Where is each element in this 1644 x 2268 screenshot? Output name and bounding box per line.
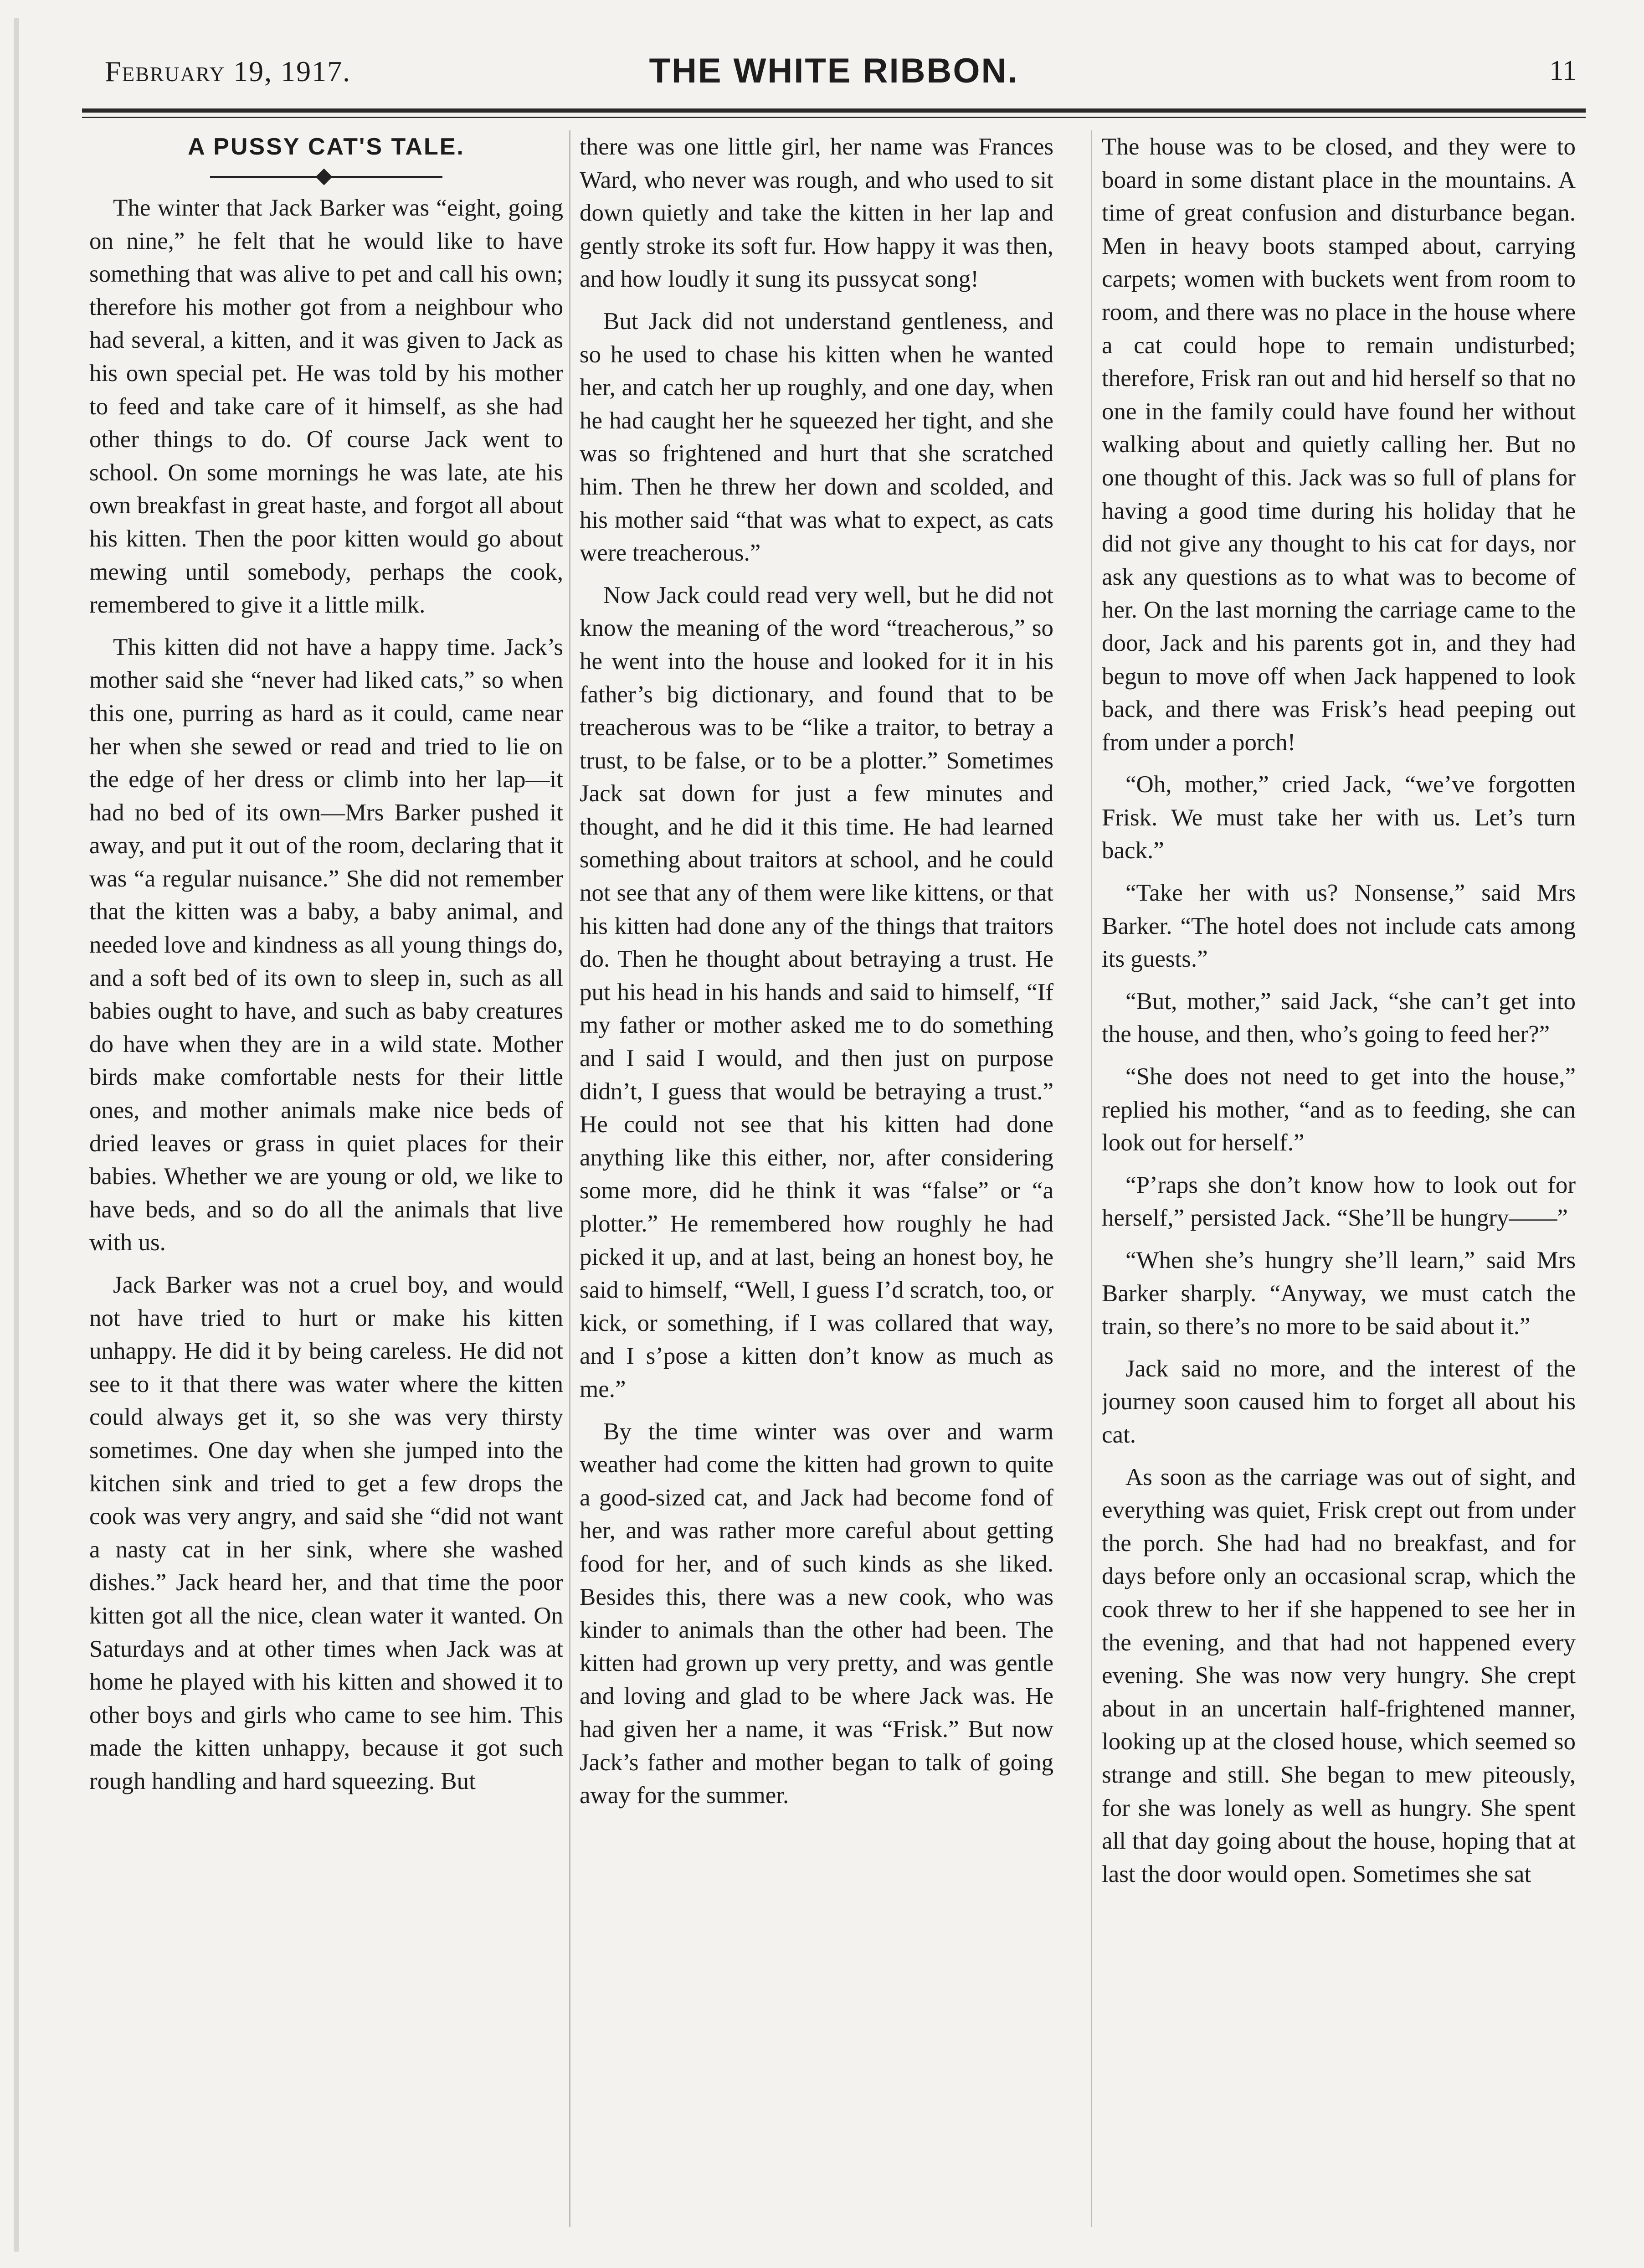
paragraph: Jack Barker was not a cruel boy, and would not have tried to hurt or make his kitten unhappy. He did it by being careless. He did not see to it that there was water where the kitten could always get it, so she was very thirsty sometimes. One day when she jumped into the kitchen sink and tried to get a few drops the cook was very angry, and said she “did not want a nasty cat in her sink, where she washed dishes.” Jack heard her, and that time the poor kitten got all the nice, clean water it wanted. On Saturdays and at other times when Jack was at home he played with his kitten and showed it to other boys and girls who came to see him. This made the kitten unhappy, because it got such rough handling and hard squeezing. But [89,1272,563,1794]
paragraph: “She does not need to get into the house,” replied his mother, “and as to feeding, she can look out for herself.” [1102,1063,1576,1156]
paragraph: The winter that Jack Barker was “eight, going on nine,” he felt that he would like to have something that was alive to pet and call his own; therefore his mother got from a neighbour who had several, a kitten, and it was given to Jack as his own special pet. He was told by his mother to feed and take care of it himself, as she had other things to do. Of course Jack went to school. On some mornings he was late, ate his own breakfast in great haste, and forgot all about his kitten. Then the poor kitten would go about mewing until somebody, perhaps the cook, remembered to give it a little milk. [89,195,563,619]
paragraph: “But, mother,” said Jack, “she can’t get into the house, and then, who’s going to feed her?” [1102,988,1576,1048]
paragraph: Now Jack could read very well, but he did not know the meaning of the word “treacherous,” so he went into the house and looked for it in his father’s big dictionary, and found that to be treacherous was to be “like a traitor, to betray a trust, to be false, or to be a plotter.” Sometimes Jack sat down for just a few minutes and thought, and he did it this time. He had learned something about traitors at school, and he could not see that any of them were like kittens, or that his kitten had done any of the things that traitors do. Then he thought about betraying a trust. He put his head in his hands and said to himself, “If my father or mother asked me to do something and I said I would, and then just on purpose didn’t, I guess that would be betraying a trust.” He could not see that his kitten had done anything like this either, nor, after considering some more, did he think it was “false” or “a plotter.” He remembered how roughly he had picked it up, and at last, being an honest boy, he said to himself, “Well, I guess I’d scratch, too, or kick, or something, if I was collared that way, and I s’pose a kitten don’t know as much as me.” [580,582,1053,1402]
column-divider [1091,130,1092,2227]
column-divider [569,130,570,2227]
paragraph: “Take her with us? Nonsense,” said Mrs Barker. “The hotel does not include cats among its guests.” [1102,880,1576,973]
ornament-diamond-icon [316,169,333,186]
paragraph-continued: there was one little girl, her name was Frances Ward, who never was rough, and who used to sit down quietly and take the kitten in her lap and gently stroke its soft fur. How happy it was then, and how loudly it sung its pussycat song! [580,134,1053,293]
column-3 [1102,130,1576,2250]
column-2 [580,130,1053,2250]
paragraph: “When she’s hungry she’ll learn,” said Mrs Barker sharply. “Anyway, we must catch the train, so there’s no more to be said about it.” [1102,1247,1576,1340]
page-header [82,51,1586,101]
paragraph: As soon as the carriage was out of sight, and everything was quiet, Frisk crept out from under the porch. She had had no breakfast, and for days before only an occasional scrap, which the cook threw to her if she happened to see her in the evening, and that had not happened every evening. She was now very hungry. She crept about in an uncertain half-frightened manner, looking up at the closed house, which seemed so strange and still. She began to mew piteously, for she was lonely as well as hungry. She spent all that day going about the house, hoping that at last the door would open. Sometimes she sat [1102,1464,1576,1887]
page-edge-shadow [14,18,19,2252]
paragraph: By the time winter was over and warm weather had come the kitten had grown to quite a good-sized cat, and Jack had become fond of her, and was rather more careful about getting food for her, and of such kinds as she liked. Besides this, there was a new cook, who was kinder to animals than the other had been. The kitten had grown up very pretty, and was gentle and loving and glad to be where Jack was. He had given her a name, it was “Frisk.” But now Jack’s father and mother began to talk of going away for the summer. [580,1418,1053,1809]
header-rule-thin [82,117,1586,118]
paragraph: “P’raps she don’t know how to look out for herself,” persisted Jack. “She’ll be hungry——” [1102,1171,1576,1232]
article-title: A PUSSY CAT'S TALE. [188,134,465,160]
paragraph-continued: The house was to be closed, and they were to board in some distant place in the mountains. A time of great confusion and disturbance began. Men in heavy boots stamped about, carrying carpets; women with buckets went from room to room, and there was no place in the house where a cat could hope to remain undisturbed; therefore, Frisk ran out and hid herself so that no one in the family could have found her without walking about and quietly calling her. But no one thought of this. Jack was so full of plans for having a good time during his holiday that he did not give any thought to his cat for days, nor ask any questions as to what was to become of her. On the last morning the carriage came to the door, Jack and his parents got in, and they had begun to move off when Jack happened to look back, and there was Frisk’s head peeping out from under a porch! [1102,134,1576,756]
page-number: 11 [1549,55,1577,86]
header-rule-thick [82,108,1586,113]
title-ornament [89,165,563,188]
paragraph: Jack said no more, and the interest of the journey soon caused him to forget all about his cat. [1102,1355,1576,1448]
column-1 [89,130,563,2250]
paragraph: But Jack did not understand gentleness, and so he used to chase his kitten when he wanted her, and catch her up roughly, and one day, when he had caught her he squeezed her tight, and she was so frightened and hurt that she scratched him. Then he threw her down and scolded, and his mother said “that was what to expect, as cats were treacherous.” [580,308,1053,567]
publication-title: THE WHITE RIBBON. [649,52,1019,90]
issue-date: February 19, 1917. [105,55,351,88]
paragraph: “Oh, mother,” cried Jack, “we’ve forgotten Frisk. We must take her with us. Let’s turn back.” [1102,771,1576,864]
paragraph: This kitten did not have a happy time. Jack’s mother said she “never had liked cats,” so when this one, purring as hard as it could, came near her when she sewed or read and tried to lie on the edge of her dress or climb into her lap—it had no bed of its own—Mrs Barker pushed it away, and put it out of the room, declaring that it was “a regular nuisance.” She did not remember that the kitten was a baby, a baby animal, and needed love and kindness as all young things do, and a soft bed of its own to sleep in, such as all babies ought to have, and such as baby creatures do have when they are in a wild state. Mother birds make comfortable nests for their little ones, and mother animals make nice beds of dried leaves or grass in quiet places for their babies. Whether we are young or old, we like to have beds, and so do all the animals that live with us. [89,634,563,1256]
